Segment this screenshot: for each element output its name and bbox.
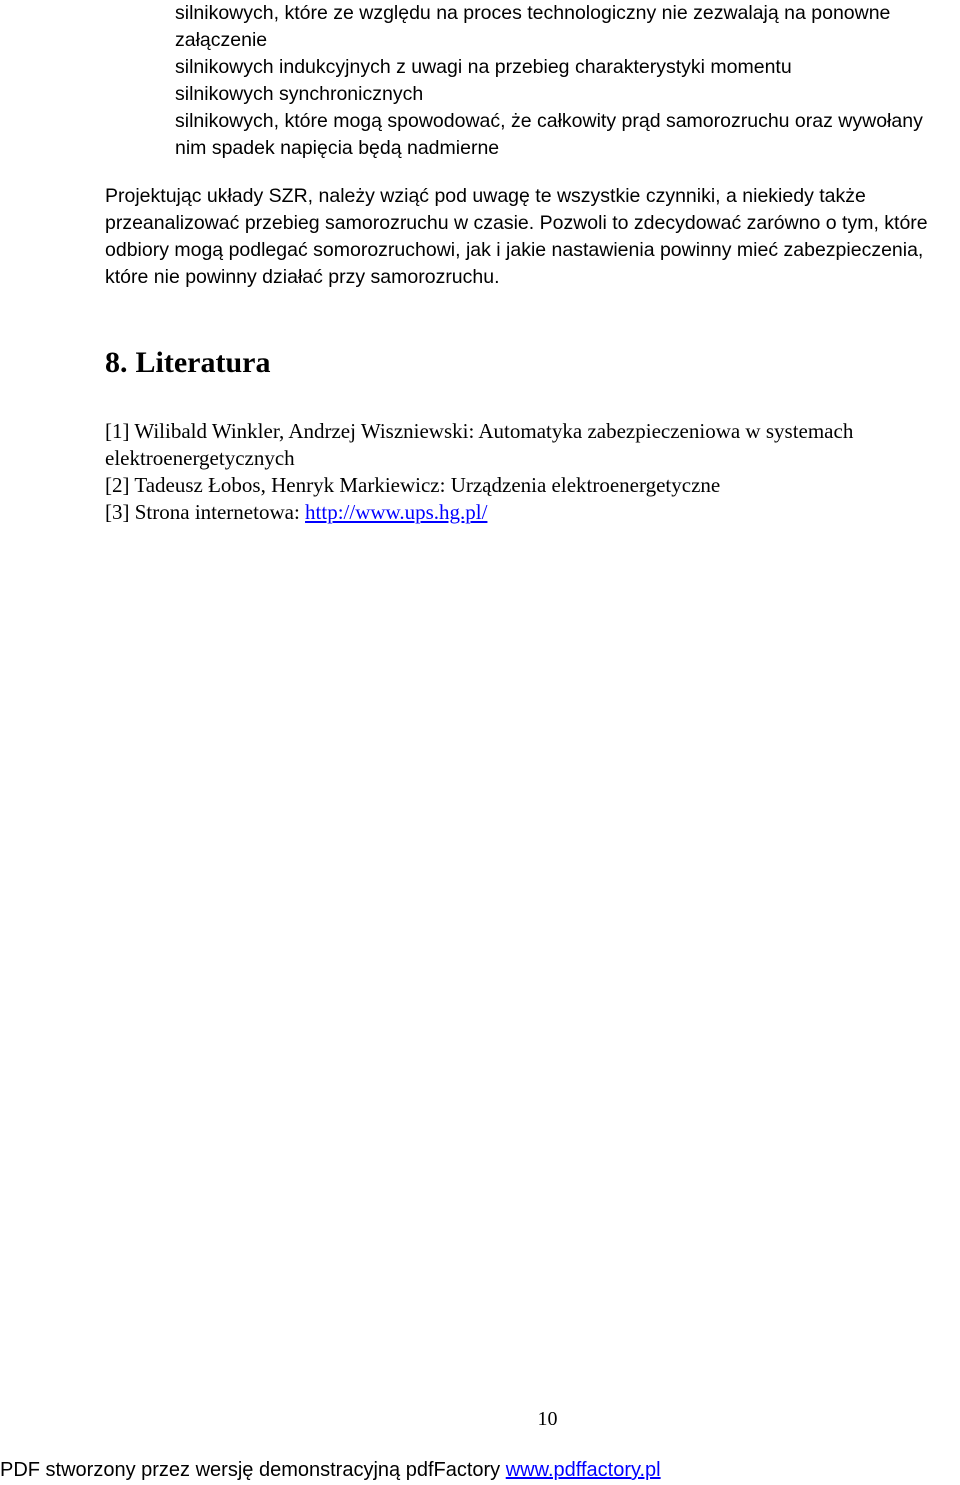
paragraph-part-1: Projektując układy SZR, należy wziąć pod uwagę te wszystkie czynniki, a niekiedy także przeanalizować przebieg samorozruchu w czasie. [105, 185, 866, 234]
list-item: silnikowych indukcyjnych z uwagi na przebieg charakterystyki momentu [175, 56, 792, 78]
bullet-list [175, 0, 945, 162]
reference-item: [2] Tadeusz Łobos, Henryk Markiewicz: Urządzenia elektroenergetyczne [105, 473, 721, 497]
footer-watermark [0, 1457, 661, 1483]
list-item: silnikowych, które mogą spowodować, że całkowity prąd samorozruchu oraz wywołany nim spadek napięcia będą nadmierne [175, 110, 923, 159]
paragraph-part-2: Pozwoli to zdecydować zarówno o tym, które odbiory mogą podlegać somorozruchowi, jak i jakie nastawienia powinny mieć zabezpieczenia, które nie powinny działać przy samorozruchu. [105, 212, 928, 288]
list-item: silnikowych, które ze względu na proces technologiczny nie zezwalają na ponowne załączenie [175, 2, 891, 51]
page-number: 10 [537, 1408, 558, 1430]
section-title: Literatura [135, 346, 271, 379]
section-number: 8. [105, 346, 128, 379]
footer-link[interactable]: www.pdffactory.pl [505, 1459, 661, 1481]
body-paragraph [105, 183, 950, 291]
list-item: silnikowych synchronicznych [175, 83, 424, 105]
section-heading [105, 343, 270, 383]
reference-item [105, 499, 955, 526]
reference-link[interactable]: http://www.ups.hg.pl/ [305, 500, 488, 524]
footer-text: PDF stworzony przez wersję demonstracyjną pdfFactory [0, 1459, 506, 1481]
reference-prefix: [3] Strona internetowa: [105, 500, 306, 524]
reference-list [105, 418, 955, 526]
reference-item: [1] Wilibald Winkler, Andrzej Wiszniewski: Automatyka zabezpieczeniowa w systemach elektroenergetycznych [105, 419, 854, 470]
